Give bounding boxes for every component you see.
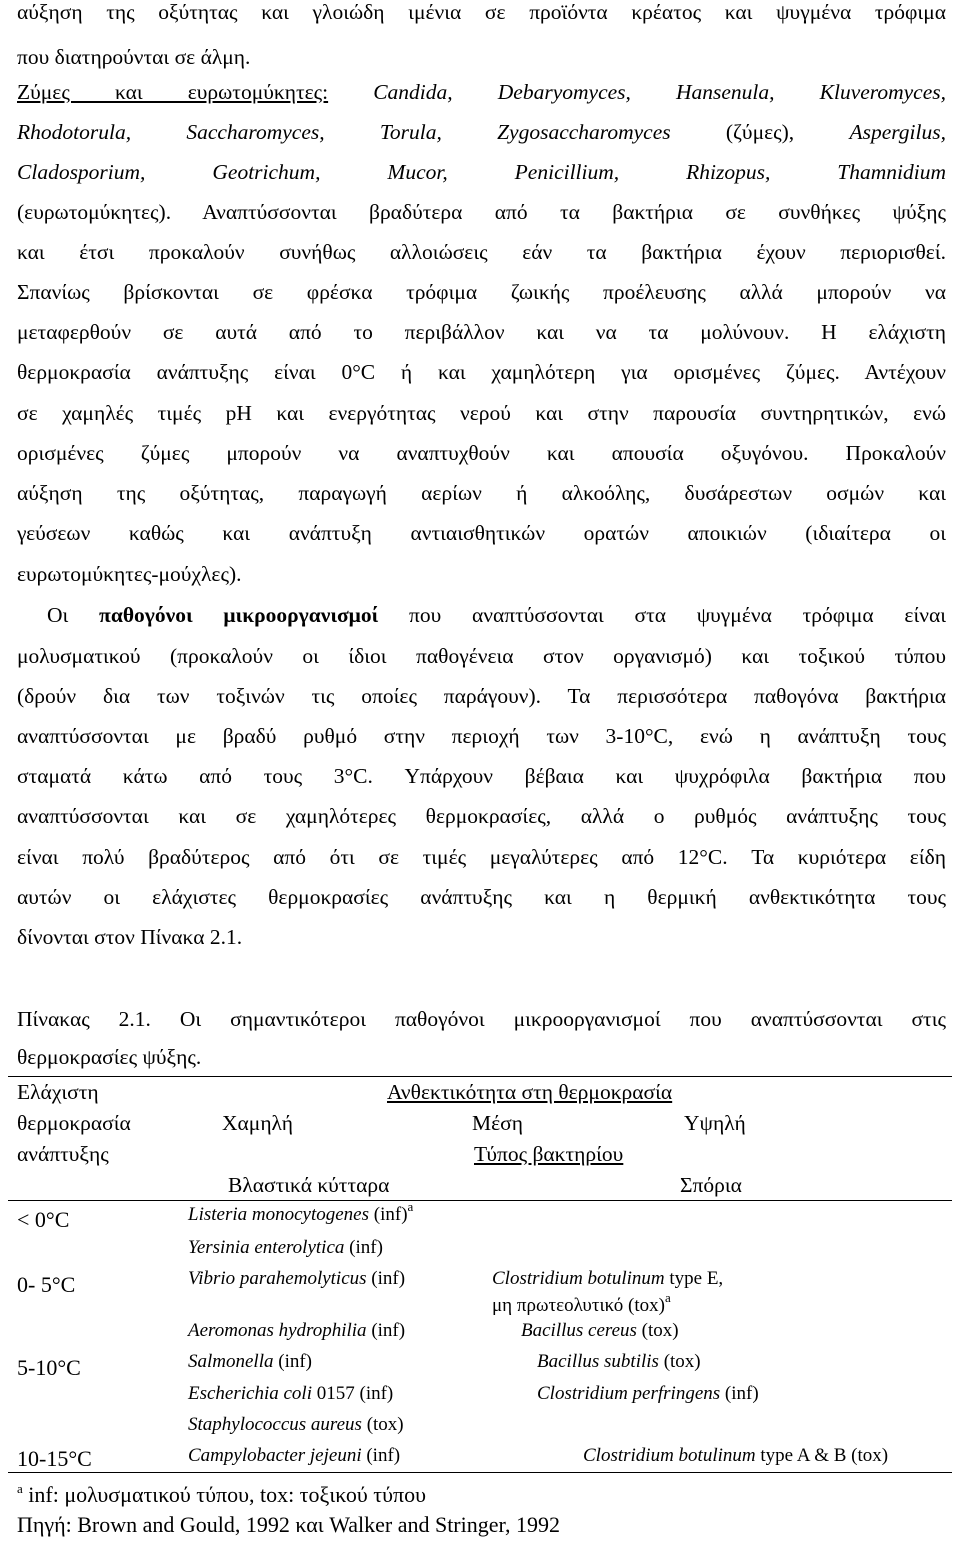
row-temp: 0- 5°C: [17, 1272, 76, 1297]
organism-type: (tox): [641, 1320, 679, 1341]
body-line: (ευρωτομύκητες). Αναπτύσσονται βραδύτερα από τα βακτήρια σε συνθήκες ψύξης: [17, 200, 946, 224]
row-temp: 5-10°C: [17, 1355, 81, 1380]
body-line: [47, 605, 946, 627]
header-text: Τύπος βακτηρίου: [474, 1142, 624, 1166]
organism-type: type A & B (tox): [760, 1445, 889, 1466]
organism-name: Bacillus cereus: [521, 1320, 637, 1341]
body-line: αύξηση της οξύτητας, παραγωγή αερίων ή αλκοόλης, δυσάρεστων οσμών και: [17, 481, 946, 505]
organism: [188, 1238, 383, 1257]
organism-name: Yersinia enterolytica: [188, 1237, 345, 1258]
body-line: αναπτύσσονται και σε χαμηλότερες θερμοκρασίες, αλλά ο ρυθμός ανάπτυξης τους: [17, 804, 946, 828]
row-temp: 10-15°C: [17, 1446, 92, 1471]
organism: [492, 1269, 723, 1288]
body-line: σταματά κάτω από τους 3°C. Υπάρχουν βέβαια και ψυχρόφιλα βακτήρια που: [17, 764, 946, 788]
table-bottom-rule: [8, 1472, 952, 1473]
organism-name: Campylobacter jejeuni: [188, 1445, 362, 1466]
footnote-marker: a: [664, 1290, 671, 1305]
organism-type: (inf): [371, 1268, 406, 1289]
body-line: ορισμένες ζύμες μπορούν να αναπτυχθούν και απουσία οξυγόνου. Προκαλούν: [17, 441, 946, 465]
header-text: Ανθεκτικότητα στη θερμοκρασία: [387, 1080, 673, 1104]
organism-name: Salmonella: [188, 1351, 274, 1372]
body-line: [17, 122, 946, 144]
footnote-marker: a: [17, 1481, 23, 1496]
organism: [521, 1321, 679, 1340]
organism: [188, 1321, 405, 1340]
organism-type: (inf): [366, 1445, 401, 1466]
organism-type: (inf): [371, 1320, 406, 1341]
organism: [188, 1446, 400, 1465]
organism-type: 0157 (inf): [316, 1383, 394, 1404]
organism: [188, 1415, 404, 1434]
body-line: αναπτύσσονται με βραδύ ρυθμό στην περιοχή των 3-10°C, ενώ η ανάπτυξη τους: [17, 724, 946, 748]
header-low: Χαμηλή: [222, 1111, 294, 1135]
body-line: αυτών οι ελάχιστες θερμοκρασίες ανάπτυξης και η θερμική ανθεκτικότητα τους: [17, 885, 946, 909]
yeast-genera: Candida, Debaryomyces, Hansenula, Kluveromyces,: [373, 80, 947, 104]
organism: [537, 1384, 759, 1403]
header-min-temp: ανάπτυξης: [17, 1142, 109, 1166]
body-line: αύξηση της οξύτητας και γλοιώδη ιμένια σε προϊόντα κρέατος και ψυγμένα τρόφιμα: [17, 0, 946, 24]
body-line: είναι πολύ βραδύτερος από ότι σε τιμές μεγαλύτερες από 12°C. Τα κυριότερα είδη: [17, 845, 946, 869]
body-line: ευρωτομύκητες-μούχλες).: [17, 562, 242, 586]
organism-type: (tox): [663, 1351, 701, 1372]
organism: [188, 1199, 414, 1225]
body-line: σε χαμηλές τιμές pH και ενεργότητας νερού και στην παρουσία συντηρητικών, ενώ: [17, 401, 946, 425]
organism-type: (inf): [373, 1204, 408, 1225]
organism: [188, 1384, 393, 1403]
genera-text: Aspergilus,: [849, 120, 946, 144]
organism: [583, 1446, 888, 1465]
organism-name: Bacillus subtilis: [537, 1351, 659, 1372]
row-temp: < 0°C: [17, 1207, 70, 1232]
organism-type: μη πρωτεολυτικό (tox): [492, 1295, 665, 1316]
header-medium: Μέση: [472, 1111, 523, 1135]
table-caption: θερμοκρασίες ψύξης.: [17, 1045, 202, 1069]
organism-name: Clostridium botulinum: [492, 1268, 665, 1289]
table-caption: Πίνακας 2.1. Οι σημαντικότεροι παθογόνοι μικροοργανισμοί που αναπτύσσονται στις: [17, 1007, 946, 1031]
organism-type: (inf): [724, 1383, 759, 1404]
header-heat-resistance: [387, 1082, 672, 1104]
organism-name: Staphylococcus aureus: [188, 1414, 362, 1435]
organism-name: Listeria monocytogenes: [188, 1204, 370, 1225]
organism-name: Clostridium perfringens: [537, 1383, 721, 1404]
body-line: (δρούν δια των τοξινών τις οποίες παράγουν). Τα περισσότερα παθογόνα βακτήρια: [17, 684, 946, 708]
genera-note: (ζύμες),: [725, 120, 795, 144]
organism-name: Aeromonas hydrophilia: [188, 1320, 367, 1341]
text: που αναπτύσσονται στα ψυγμένα τρόφιμα είναι: [409, 603, 946, 627]
header-min-temp: Ελάχιστη: [17, 1080, 99, 1104]
organism: [537, 1352, 701, 1371]
body-line: γεύσεων καθώς και ανάπτυξη αντιαισθητικών ορατών αποικιών (ιδιαίτερα οι: [17, 521, 946, 545]
body-line: [17, 82, 946, 104]
body-line: θερμοκρασία ανάπτυξης είναι 0°C ή και χαμηλότερη για ορισμένες ζύμες. Αντέχουν: [17, 360, 946, 384]
organism-type: type E,: [669, 1268, 724, 1289]
organism-name: Clostridium botulinum: [583, 1445, 756, 1466]
organism: [492, 1290, 671, 1316]
footnote-marker: a: [407, 1199, 414, 1214]
table-footnote: [17, 1481, 426, 1507]
header-min-temp: θερμοκρασία: [17, 1111, 131, 1135]
genera-text: Rhodotorula, Saccharomyces, Torula, Zygosaccharomyces: [17, 120, 671, 144]
header-bacteria-type: [474, 1144, 623, 1166]
body-line: μολυσματικού (προκαλούν οι ίδιοι παθογένεια στον οργανισμό) και τοξικού τύπου: [17, 644, 946, 668]
body-line: που διατηρούνται σε άλμη.: [17, 45, 251, 69]
body-line: [17, 162, 946, 184]
header-vegetative-cells: Βλαστικά κύτταρα: [228, 1173, 390, 1197]
organism-type: (tox): [366, 1414, 404, 1435]
yeasts-heading: Ζύμες και ευρωτομύκητες:: [17, 80, 329, 104]
table-top-rule: [8, 1076, 952, 1077]
header-spores: Σπόρια: [680, 1173, 742, 1197]
organism-name: Vibrio parahemolyticus: [188, 1268, 367, 1289]
table-source: Πηγή: Brown and Gould, 1992 και Walker and Stringer, 1992: [17, 1512, 560, 1537]
organism: [188, 1269, 405, 1288]
organism: [188, 1352, 312, 1371]
organism-type: (inf): [278, 1351, 313, 1372]
genera-text: Cladosporium, Geotrichum, Mucor, Penicillium, Rhizopus, Thamnidium: [17, 160, 946, 184]
organism-name: Escherichia coli: [188, 1383, 312, 1404]
body-line: μεταφερθούν σε αυτά από το περιβάλλον και να τα μολύνουν. Η ελάχιστη: [17, 320, 946, 344]
text: Οι: [47, 603, 69, 627]
body-line: και έτσι προκαλούν συνήθως αλλοιώσεις εάν τα βακτήρια έχουν περιορισθεί.: [17, 240, 946, 264]
body-line: Σπανίως βρίσκονται σε φρέσκα τρόφιμα ζωικής προέλευσης αλλά μπορούν να: [17, 280, 946, 304]
header-high: Υψηλή: [684, 1111, 746, 1135]
organism-type: (inf): [349, 1237, 383, 1258]
footnote-text: inf: μολυσματικού τύπου, tox: τοξικού τύπου: [28, 1482, 426, 1507]
table-header-rule: [8, 1200, 952, 1201]
bold-term: παθογόνοι μικροοργανισμοί: [99, 603, 379, 627]
body-line: δίνονται στον Πίνακα 2.1.: [17, 925, 243, 949]
